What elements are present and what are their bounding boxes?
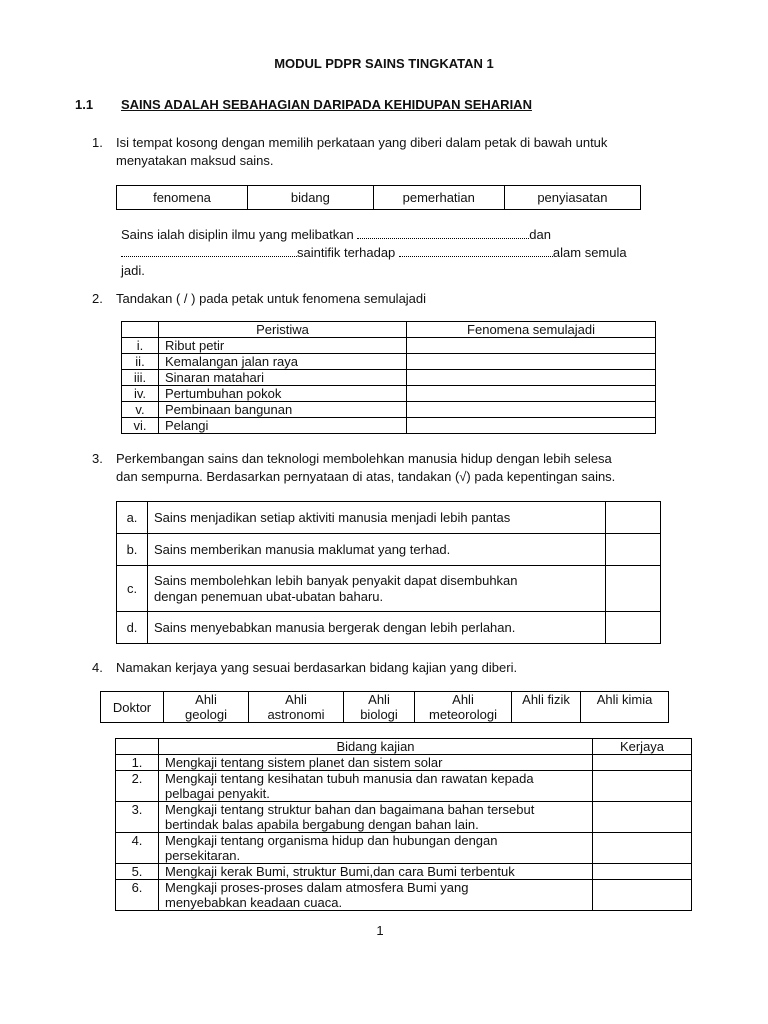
career-option (344, 692, 415, 723)
word-option: penyiasatan (504, 186, 640, 210)
statement-cell: Sains memberikan manusia maklumat yang terhad. (148, 534, 606, 566)
row-letter: a. (117, 502, 148, 534)
blank-field[interactable] (399, 246, 553, 257)
study-field-line: pelbagai penyakit. (165, 786, 270, 801)
table-row (117, 502, 661, 534)
blank-field[interactable] (357, 228, 529, 239)
answer-cell[interactable] (407, 354, 656, 370)
row-number: 5. (116, 864, 159, 880)
table-row (122, 354, 656, 370)
sentence-part: dan (529, 227, 551, 242)
column-header: Bidang kajian (159, 739, 593, 755)
question-2 (92, 290, 426, 308)
statement-cell (148, 566, 606, 612)
study-field-line: bertindak balas apabila bergabung dengan bahan lain. (165, 817, 479, 832)
study-field-line: Mengkaji tentang organisma hidup dan hubungan dengan (165, 833, 498, 848)
study-field-cell: Mengkaji kerak Bumi, struktur Bumi,dan cara Bumi terbentuk (159, 864, 593, 880)
answer-cell[interactable] (407, 386, 656, 402)
question-text: Namakan kerjaya yang sesuai berdasarkan bidang kajian yang diberi. (116, 660, 518, 675)
row-number: iv. (122, 386, 159, 402)
sentence-part: jadi. (121, 263, 145, 278)
answer-cell[interactable] (593, 802, 692, 833)
section-number: 1.1 (75, 97, 94, 112)
table-row (116, 833, 692, 864)
table-row (117, 566, 661, 612)
row-letter: c. (117, 566, 148, 612)
answer-cell[interactable] (606, 612, 661, 644)
row-number: 4. (116, 833, 159, 864)
sentence-part: Sains ialah disiplin ilmu yang melibatkan (121, 227, 358, 242)
table-row (122, 370, 656, 386)
section-title: SAINS ADALAH SEBAHAGIAN DARIPADA KEHIDUPAN SEHARIAN (121, 97, 532, 112)
career-option: Ahli fizik (512, 692, 581, 723)
table-row (122, 402, 656, 418)
answer-cell[interactable] (407, 370, 656, 386)
question-text-line1: Perkembangan sains dan teknologi membolehkan manusia hidup dengan lebih selesa (116, 451, 612, 466)
study-field-line: menyebabkan keadaan cuaca. (165, 895, 343, 910)
question-text-line1: Isi tempat kosong dengan memilih perkataan yang diberi dalam petak di bawah untuk (116, 135, 608, 150)
question-1 (92, 134, 607, 170)
event-cell: Pembinaan bangunan (159, 402, 407, 418)
table-row (122, 418, 656, 434)
statement-line: Sains membolehkan lebih banyak penyakit dapat disembuhkan (154, 572, 518, 588)
word-option: bidang (248, 186, 374, 210)
question-number: 2. (92, 291, 103, 306)
answer-cell[interactable] (593, 880, 692, 911)
page-title: MODUL PDPR SAINS TINGKATAN 1 (274, 56, 494, 71)
study-field-line: Mengkaji proses-proses dalam atmosfera Bumi yang (165, 880, 469, 895)
table-row (116, 880, 692, 911)
career-option (249, 692, 344, 723)
statement-cell: Sains menyebabkan manusia bergerak dengan lebih perlahan. (148, 612, 606, 644)
career-line: geologi (185, 707, 227, 722)
event-cell: Sinaran matahari (159, 370, 407, 386)
event-cell: Pelangi (159, 418, 407, 434)
word-option: pemerhatian (373, 186, 504, 210)
answer-cell[interactable] (593, 833, 692, 864)
career-option: Ahli kimia (581, 692, 669, 723)
question-number: 4. (92, 660, 103, 675)
row-number: 2. (116, 771, 159, 802)
blank-field[interactable] (121, 246, 297, 257)
table-row (122, 338, 656, 354)
answer-cell[interactable] (593, 755, 692, 771)
question-text-line2: menyatakan maksud sains. (116, 153, 274, 168)
career-line: biologi (360, 707, 398, 722)
answer-cell[interactable] (593, 771, 692, 802)
row-number: 1. (116, 755, 159, 771)
answer-cell[interactable] (606, 502, 661, 534)
row-number: 3. (116, 802, 159, 833)
statement-line: dengan penemuan ubat-ubatan baharu. (154, 588, 384, 604)
row-number: ii. (122, 354, 159, 370)
study-field-cell (159, 771, 593, 802)
statement-cell: Sains menjadikan setiap aktiviti manusia menjadi lebih pantas (148, 502, 606, 534)
study-field-table (115, 738, 692, 911)
career-line: astronomi (267, 707, 325, 722)
career-word-box (100, 691, 669, 723)
answer-cell[interactable] (606, 566, 661, 612)
answer-cell[interactable] (593, 864, 692, 880)
answer-cell[interactable] (407, 338, 656, 354)
career-line: Ahli (452, 692, 474, 707)
table-row (116, 802, 692, 833)
answer-cell[interactable] (407, 402, 656, 418)
event-cell: Kemalangan jalan raya (159, 354, 407, 370)
event-cell: Ribut petir (159, 338, 407, 354)
question-text-line2: dan sempurna. Berdasarkan pernyataan di atas, tandakan (√) pada kepentingan sains. (116, 469, 616, 484)
career-option (164, 692, 249, 723)
study-field-line: Mengkaji tentang kesihatan tubuh manusia dan rawatan kepada (165, 771, 534, 786)
row-letter: d. (117, 612, 148, 644)
question-number: 1. (92, 135, 103, 150)
row-number: i. (122, 338, 159, 354)
study-field-cell (159, 802, 593, 833)
column-header: Fenomena semulajadi (407, 322, 656, 338)
section-heading (75, 97, 532, 112)
word-box (116, 185, 641, 210)
career-line: meteorologi (429, 707, 497, 722)
column-header: Kerjaya (593, 739, 692, 755)
row-number: vi. (122, 418, 159, 434)
table-row (116, 864, 692, 880)
question-text: Tandakan ( / ) pada petak untuk fenomena semulajadi (116, 291, 427, 306)
phenomena-table (121, 321, 656, 434)
career-option (415, 692, 512, 723)
row-number: 6. (116, 880, 159, 911)
table-row (116, 771, 692, 802)
table-row (116, 755, 692, 771)
career-line: Ahli (195, 692, 217, 707)
study-field-line: Mengkaji tentang struktur bahan dan bagaimana bahan tersebut (165, 802, 535, 817)
row-letter: b. (117, 534, 148, 566)
sentence-part: saintifik terhadap (297, 245, 399, 260)
study-field-cell (159, 833, 593, 864)
career-line: Ahli (368, 692, 390, 707)
word-option: fenomena (117, 186, 248, 210)
answer-cell[interactable] (606, 534, 661, 566)
importance-table (116, 501, 661, 644)
question-number: 3. (92, 451, 103, 466)
table-row (117, 534, 661, 566)
row-number: iii. (122, 370, 159, 386)
table-row (122, 386, 656, 402)
question-3 (92, 450, 615, 486)
study-field-line: persekitaran. (165, 848, 241, 863)
answer-cell[interactable] (407, 418, 656, 434)
fill-in-sentence (121, 226, 656, 280)
row-number: v. (122, 402, 159, 418)
column-header: Peristiwa (159, 322, 407, 338)
career-line: Ahli (285, 692, 307, 707)
study-field-cell: Mengkaji tentang sistem planet dan sistem solar (159, 755, 593, 771)
career-option: Doktor (101, 692, 164, 723)
table-row (117, 612, 661, 644)
page-number: 1 (376, 923, 384, 938)
sentence-part: alam semula (552, 245, 627, 260)
event-cell: Pertumbuhan pokok (159, 386, 407, 402)
question-4 (92, 659, 517, 677)
study-field-cell (159, 880, 593, 911)
